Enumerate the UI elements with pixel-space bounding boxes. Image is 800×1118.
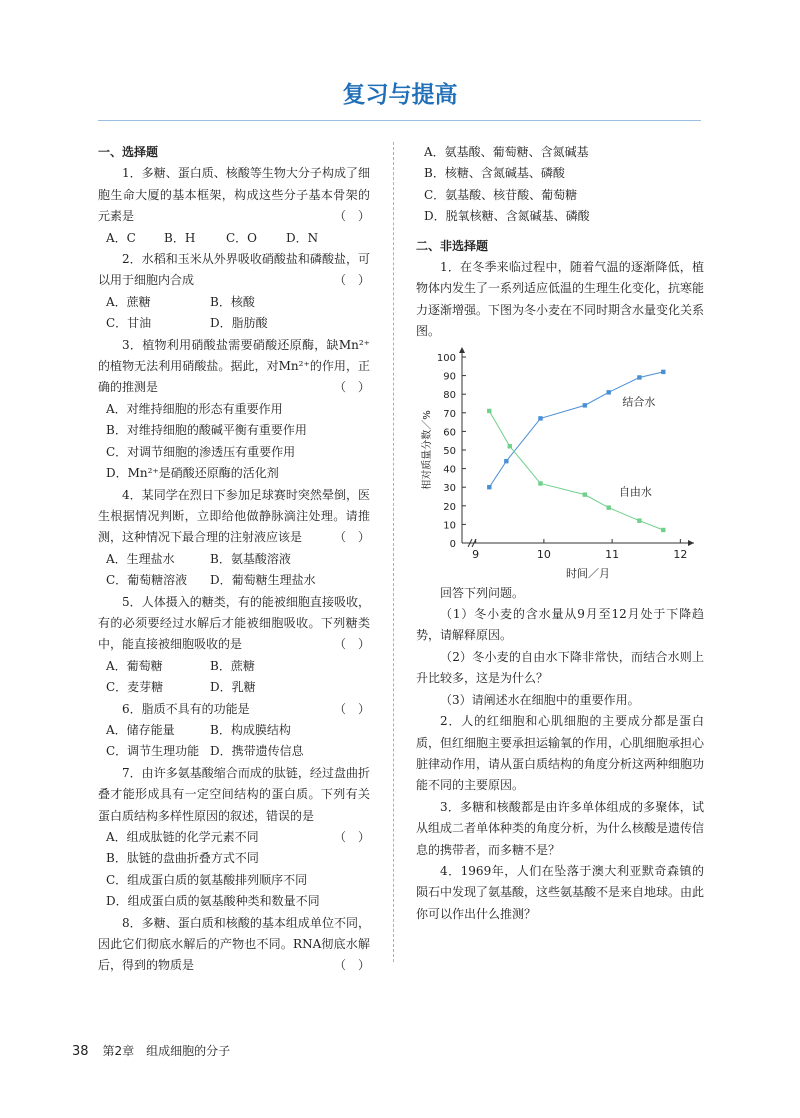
chart-svg (416, 343, 704, 583)
data-point (637, 375, 641, 379)
y-tick-label: 100 (436, 352, 456, 364)
y-tick-label: 0 (449, 538, 456, 550)
y-tick-label: 40 (443, 464, 456, 476)
y-tick-label: 30 (443, 482, 456, 494)
water-content-chart (416, 343, 704, 583)
y-axis-arrow (459, 347, 465, 353)
x-tick-label: 12 (673, 547, 688, 561)
y-tick-label: 90 (443, 371, 456, 383)
data-point (607, 505, 611, 509)
question-1-options: A．C B．H C．O D．N (106, 230, 319, 245)
y-tick-label: 10 (443, 520, 456, 532)
page-number: 38 (72, 1044, 89, 1059)
data-point (538, 481, 542, 485)
question-1: 1．多糖、蛋白质、核酸等生物大分子构成了细胞生命大厦的基本框架，构成这些分子基本骨架的元素是 （ ） (98, 166, 370, 224)
series-line-1 (489, 411, 663, 530)
question-8-option-a: A．氨基酸、葡萄糖、含氮碱基 (424, 145, 589, 159)
question-7-option-c: C．组成蛋白质的氨基酸排列顺序不同 (106, 872, 308, 887)
open-question-1-sub-1: （1）冬小麦的含水量从9月至12月处于下降趋势，请解释原因。 (416, 607, 704, 643)
open-question-3: 3．多糖和核酸都是由许多单体组成的多聚体，试从组成二者单体种类的角度分析，为什么核酸是遗传信息的携带者，而多糖不是？ (416, 799, 705, 857)
question-4-options: A．生理盐水 B．氨基酸溶液 (106, 551, 291, 566)
left-column: 一、选择题 1．多糖、蛋白质、核酸等生物大分子构成了细胞生命大厦的基本框架，构成这些分子基本骨架的元素是 （ ） A．C B．H C．O D．N 2．水稻和玉米从外界吸收硝酸盐和磷酸盐，可以用于细胞内合成 （ ） A．蔗糖 B．核酸 C．甘油 D．脂肪酸 3．植物利用硝酸盐需要硝酸还原酶，缺Mn²⁺的植物无法利用硝酸盐。据此，对Mn²⁺的作用，正确的推测是 （ ） A．对维持细胞的形态有重要作用 B．对维持细胞的酸碱平衡有重要作用 C．对调节细胞的渗透压有重要作用 D．Mn²⁺是硝酸还原酶的活化剂 4．某同学在烈日下参加足球赛时突然晕倒，医生根据情况判断，立即给他做静脉滴注处理。请推测，这种情况下最合理的注射液应该是 （ ） A．生理盐水 B．氨基酸溶液 C．葡萄糖溶液 D．葡萄糖生理盐水 5．人体摄入的糖类，有的能被细胞直接吸收，有的必须要经过水解后才能被细胞吸收。下列糖类中，能直接被细胞吸收的是 （ ） A．葡萄糖 B．蔗糖 C．麦芽糖 D．乳糖 6．脂质不具有的功能是 （ ） A．储存能量 B．构成膜结构 C．调节生理功能 D．携带遗传信息 7．由许多氨基酸缩合而成的肽链，经过盘曲折叠才能形成具有一定空间结构的蛋白质。下列有关蛋白质结构多样性原因的叙述，错误的是 （ ） A．组成肽链的化学元素不同 B．肽链的盘曲折叠方式不同 C．组成蛋白质的氨基酸排列顺序不同 D．组成蛋白质的氨基酸种类和数量不同 8．多糖、蛋白质和核酸的基本组成单位不同，因此它们彻底水解后的产物也不同。RNA彻底水解后，得到的物质是 （ ） (98, 142, 370, 977)
y-axis-label: 相对质量分数／% (422, 409, 433, 490)
question-8-option-b: B．核糖、含氮碱基、磷酸 (424, 166, 565, 181)
open-question-1-sub-3: （3）请阐述水在细胞中的重要作用。 (440, 692, 640, 707)
data-point (661, 527, 665, 531)
question-3-option-a: A．对维持细胞的形态有重要作用 (106, 401, 283, 416)
y-tick-label: 20 (443, 501, 456, 513)
series-label-free-water: 自由水 (618, 485, 652, 499)
open-question-4: 4．1969年，人们在坠落于澳大利亚默奇森镇的陨石中发现了氨基酸，这些氨基酸不是来自地球。由此你可以作出什么推测？ (416, 863, 705, 921)
data-point (583, 492, 587, 496)
data-point (504, 459, 508, 463)
series-line-0 (489, 372, 663, 487)
question-8-option-c: C．氨基酸、核苷酸、葡萄糖 (424, 187, 578, 202)
section-heading-choice: 一、选择题 (98, 145, 159, 159)
data-point (538, 416, 542, 420)
title-rule (98, 120, 701, 121)
question-8: 8．多糖、蛋白质和核酸的基本组成单位不同，因此它们彻底水解后的产物也不同。RNA彻底水解后，得到的物质是 （ ） (98, 915, 370, 973)
x-axis-arrow (688, 540, 694, 546)
open-question-2: 2．人的红细胞和心肌细胞的主要成分都是蛋白质，但红细胞主要承担运输氧的作用，心肌细胞承担心脏律动作用，请从蛋白质结构的角度分析这两种细胞功能不同的主要原因。 (416, 714, 705, 793)
column-divider (393, 142, 394, 962)
question-6: 6．脂质不具有的功能是 （ ） (122, 701, 370, 716)
section-heading-open: 二、非选择题 (416, 238, 489, 253)
question-7-option-d: D．组成蛋白质的氨基酸种类和数量不同 (106, 894, 320, 909)
right-column (416, 142, 704, 925)
question-7-option-a: A．组成肽链的化学元素不同 (106, 830, 259, 844)
data-point (661, 369, 665, 373)
data-point (487, 485, 491, 489)
data-point (607, 390, 611, 394)
question-3-option-c: C．对调节细胞的渗透压有重要作用 (106, 444, 296, 459)
x-tick-label: 9 (472, 547, 480, 561)
question-7: 7．由许多氨基酸缩合而成的肽链，经过盘曲折叠才能形成具有一定空间结构的蛋白质。下列有关蛋白质结构多样性原因的叙述，错误的是 （ ） (98, 765, 370, 844)
y-tick-label: 80 (443, 389, 456, 401)
question-5: 5．人体摄入的糖类，有的能被细胞直接吸收，有的必须要经过水解后才能被细胞吸收。下列糖类中，能直接被细胞吸收的是 （ ） (98, 594, 370, 652)
y-tick-label: 50 (443, 445, 456, 457)
page-footer (72, 1042, 230, 1059)
open-question-1-prompt: 回答下列问题。 (440, 585, 525, 600)
x-axis-label: 时间／月 (566, 566, 610, 580)
question-7-option-b: B．肽链的盘曲折叠方式不同 (106, 851, 259, 866)
open-question-1-sub-2: （2）冬小麦的自由水下降非常快，而结合水则上升比较多，这是为什么？ (416, 649, 704, 686)
question-8-option-d: D．脱氧核糖、含氮碱基、磷酸 (424, 209, 590, 224)
data-point (583, 403, 587, 407)
question-3: 3．植物利用硝酸盐需要硝酸还原酶，缺Mn²⁺的植物无法利用硝酸盐。据此，对Mn²⁺的作用，正确的推测是 （ ） (98, 337, 370, 395)
y-tick-label: 70 (443, 408, 456, 420)
data-point (637, 518, 641, 522)
question-2: 2．水稻和玉米从外界吸收硝酸盐和磷酸盐，可以用于细胞内合成 （ ） (98, 252, 370, 288)
series-label-bound-water: 结合水 (622, 395, 656, 409)
data-point (508, 444, 512, 448)
question-3-option-b: B．对维持细胞的酸碱平衡有重要作用 (106, 423, 307, 438)
question-5-options: A．葡萄糖 B．蔗糖 (106, 658, 255, 673)
y-tick-label: 60 (443, 427, 456, 439)
page-title: 复习与提高 (342, 82, 458, 108)
question-6-options: A．储存能量 B．构成膜结构 (106, 722, 291, 737)
x-tick-label: 10 (536, 547, 551, 561)
question-2-options: A．蔗糖 B．核酸 (106, 294, 255, 309)
question-4: 4．某同学在烈日下参加足球赛时突然晕倒，医生根据情况判断，立即给他做静脉滴注处理。请推测，这种情况下最合理的注射液应该是 （ ） (98, 487, 370, 545)
x-tick-label: 11 (605, 547, 620, 561)
question-3-option-d: D．Mn²⁺是硝酸还原酶的活化剂 (106, 466, 279, 481)
open-question-1: 1．在冬季来临过程中，随着气温的逐渐降低，植物体内发生了一系列适应低温的生理生化变化，抗寒能力逐渐增强。下图为冬小麦在不同时期含水量变化关系图。 (416, 260, 705, 339)
data-point (487, 408, 491, 412)
chapter-label: 第2章 组成细胞的分子 (102, 1044, 231, 1058)
